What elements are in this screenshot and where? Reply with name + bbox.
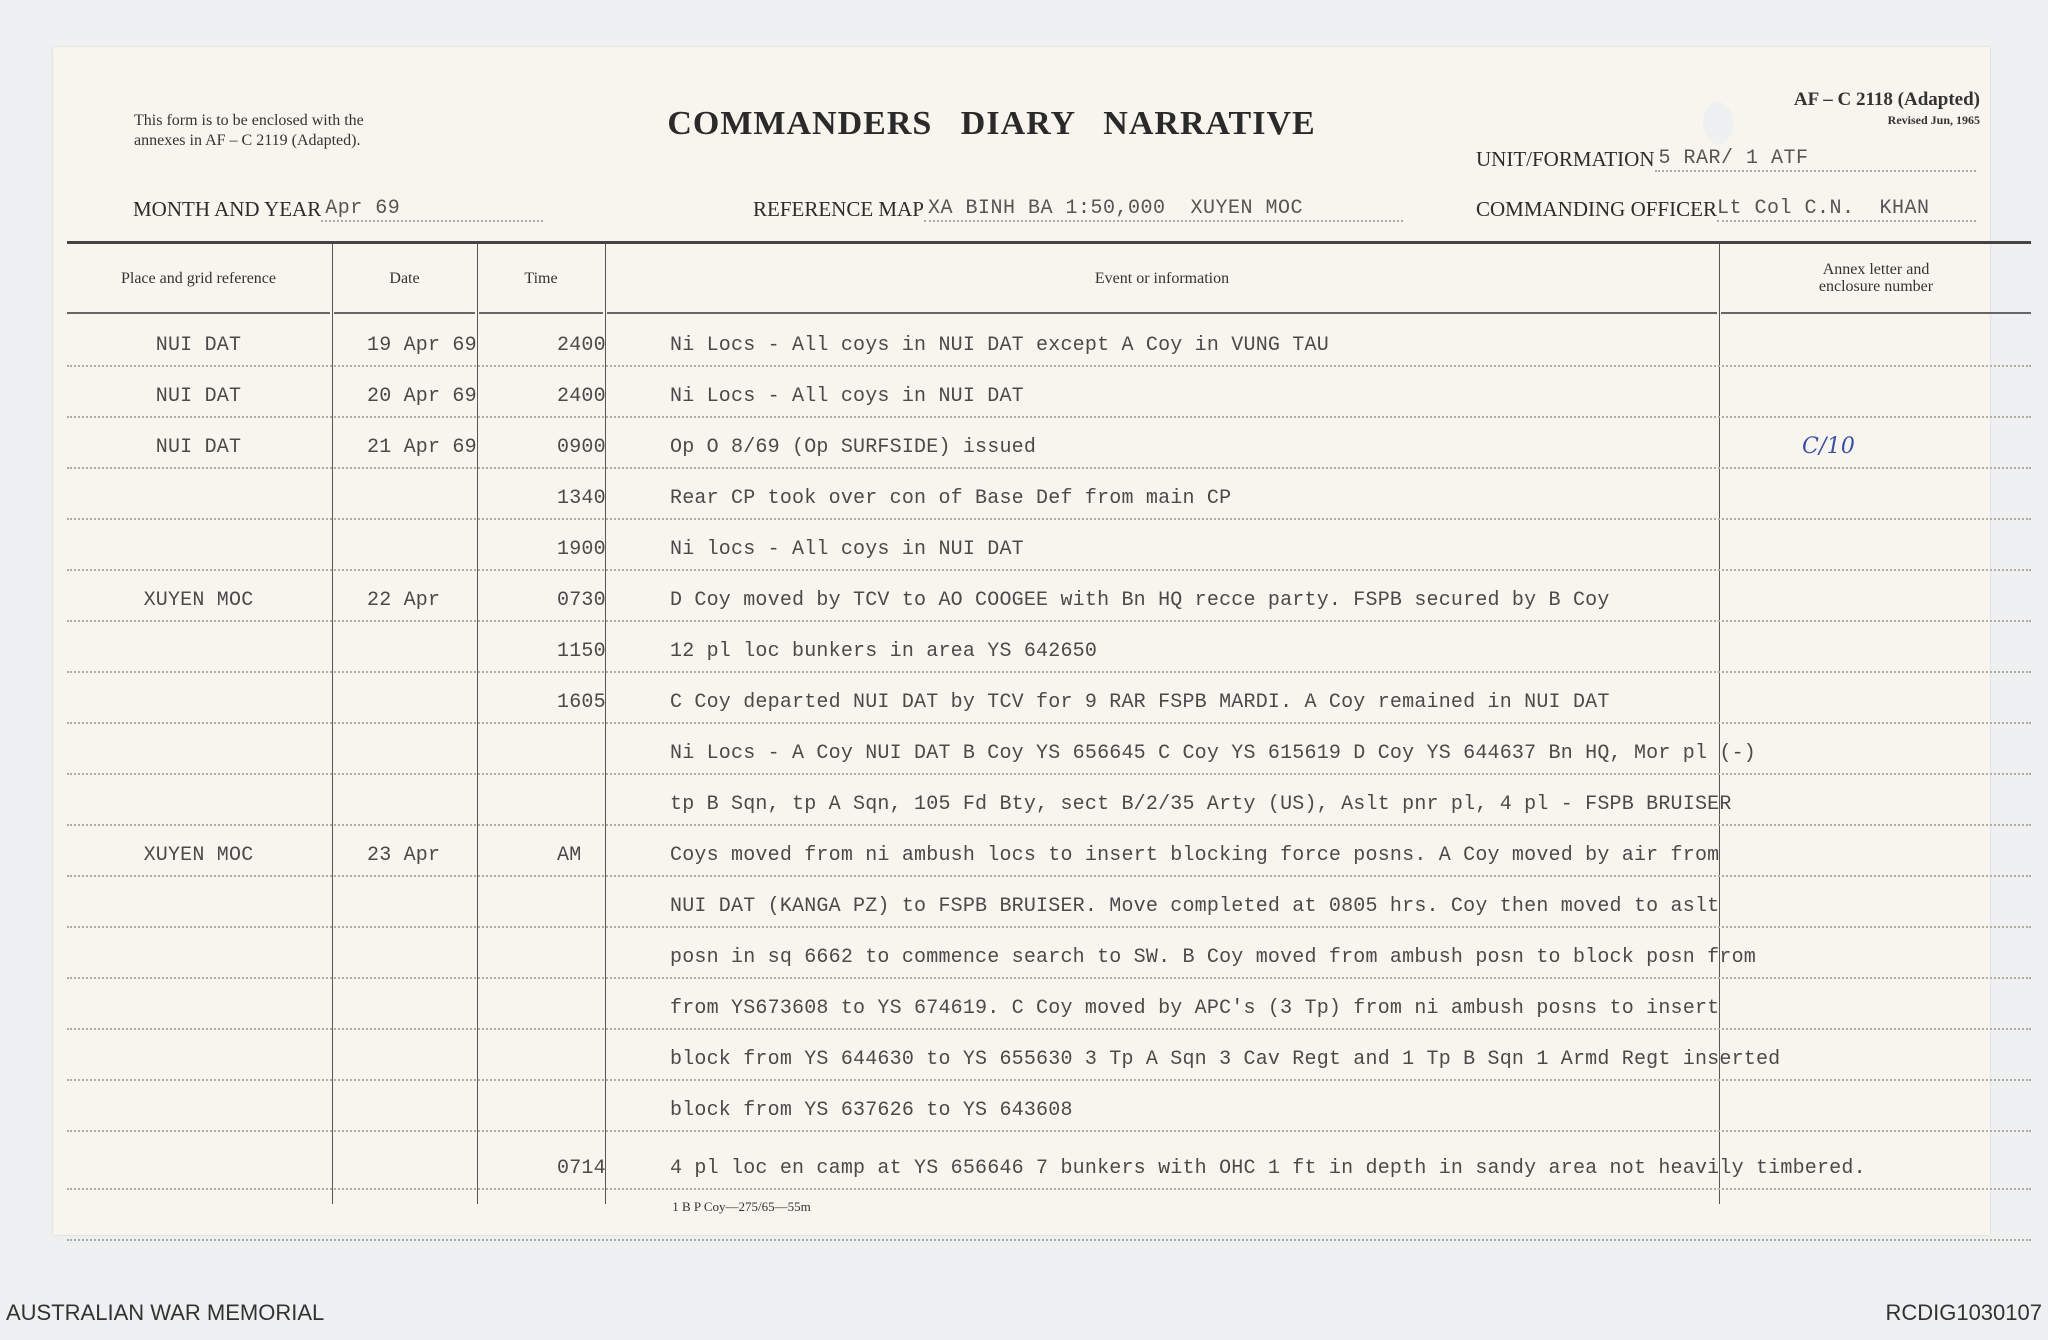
table-row bbox=[67, 469, 2031, 520]
diary-rows bbox=[67, 316, 2031, 1241]
col-header-time: Time bbox=[479, 244, 603, 314]
table-row bbox=[67, 673, 2031, 724]
time-cell: 0730 bbox=[557, 589, 606, 612]
table-row bbox=[67, 724, 2031, 775]
date-cell: 20 Apr 69 bbox=[367, 385, 477, 408]
unit-label: UNIT/FORMATION bbox=[1476, 147, 1655, 171]
date-cell: 23 Apr bbox=[367, 844, 441, 867]
table-row bbox=[67, 775, 2031, 826]
table-row bbox=[67, 571, 2031, 622]
table-row bbox=[67, 520, 2031, 571]
time-cell: 0714 bbox=[557, 1157, 606, 1180]
table-row bbox=[67, 367, 2031, 418]
place-cell: XUYEN MOC bbox=[143, 589, 254, 612]
reference-map-field bbox=[753, 197, 1403, 222]
annex-cell: C/10 bbox=[1802, 434, 1856, 459]
col-header-annex: Annex letter and enclosure number bbox=[1721, 244, 2031, 314]
event-cell: Ni locs - All coys in NUI DAT bbox=[670, 538, 1024, 561]
time-cell: 1605 bbox=[557, 691, 606, 714]
unit-value: 5 RAR/ 1 ATF bbox=[1655, 147, 1977, 172]
diary-form-sheet bbox=[53, 47, 1990, 1235]
place-cell: NUI DAT bbox=[155, 436, 242, 459]
col-header-date: Date bbox=[334, 244, 475, 314]
time-cell: 2400 bbox=[557, 334, 606, 357]
col-header-place: Place and grid reference bbox=[67, 244, 330, 314]
time-cell: 1340 bbox=[557, 487, 606, 510]
event-cell: D Coy moved by TCV to AO COOGEE with Bn HQ recce party. FSPB secured by B Coy bbox=[670, 589, 1610, 612]
month-label: MONTH AND YEAR bbox=[133, 197, 322, 221]
event-cell: block from YS 637626 to YS 643608 bbox=[670, 1099, 1073, 1122]
footer-record-id: RCDIG1030107 bbox=[1885, 1300, 2042, 1325]
printer-mark-text: 1 B P Coy—275/65—55m bbox=[672, 1199, 811, 1214]
col-header-event: Event or information bbox=[607, 244, 1717, 314]
table-row bbox=[67, 928, 2031, 979]
month-value: Apr 69 bbox=[321, 197, 543, 222]
table-row bbox=[67, 979, 2031, 1030]
event-cell: from YS673608 to YS 674619. C Coy moved by APC's (3 Tp) from ni ambush posns to insert bbox=[670, 997, 1720, 1020]
event-cell: tp B Sqn, tp A Sqn, 105 Fd Bty, sect B/2/35 Arty (US), Aslt pnr pl, 4 pl - FSPB BRUISER bbox=[670, 793, 1732, 816]
event-cell: block from YS 644630 to YS 655630 3 Tp A Sqn 3 Cav Regt and 1 Tp B Sqn 1 Armd Regt inserted bbox=[670, 1048, 1781, 1071]
diary-table bbox=[67, 241, 2031, 1204]
time-cell: 2400 bbox=[557, 385, 606, 408]
date-cell: 22 Apr bbox=[367, 589, 441, 612]
printer-mark bbox=[53, 1199, 1990, 1215]
event-cell: Op O 8/69 (Op SURFSIDE) issued bbox=[670, 436, 1037, 459]
date-cell: 21 Apr 69 bbox=[367, 436, 477, 459]
co-label: COMMANDING OFFICER bbox=[1476, 197, 1717, 221]
unit-formation-field bbox=[1476, 147, 1976, 172]
event-cell: C Coy departed NUI DAT by TCV for 9 RAR FSPB MARDI. A Coy remained in NUI DAT bbox=[670, 691, 1610, 714]
event-cell: Rear CP took over con of Base Def from main CP bbox=[670, 487, 1232, 510]
event-cell: Ni Locs - All coys in NUI DAT except A Coy in VUNG TAU bbox=[670, 334, 1329, 357]
event-cell: 4 pl loc en camp at YS 656646 7 bunkers with OHC 1 ft in depth in sandy area not heavily timbered. bbox=[670, 1157, 1866, 1180]
table-row bbox=[67, 826, 2031, 877]
table-row bbox=[67, 1030, 2031, 1081]
time-cell: 1150 bbox=[557, 640, 606, 663]
map-value: XA BINH BA 1:50,000 XUYEN MOC bbox=[924, 197, 1403, 222]
form-number: AF – C 2118 (Adapted) bbox=[1793, 89, 1980, 110]
table-row bbox=[67, 1190, 2031, 1241]
place-cell: XUYEN MOC bbox=[143, 844, 254, 867]
event-cell: posn in sq 6662 to commence search to SW. B Coy moved from ambush posn to block posn from bbox=[670, 946, 1756, 969]
time-cell: 0900 bbox=[557, 436, 606, 459]
co-value: Lt Col C.N. KHAN bbox=[1717, 197, 1976, 222]
event-cell: NUI DAT (KANGA PZ) to FSPB BRUISER. Move completed at 0805 hrs. Coy then moved to aslt bbox=[670, 895, 1720, 918]
place-cell: NUI DAT bbox=[155, 385, 242, 408]
table-row bbox=[67, 877, 2031, 928]
commanding-officer-field bbox=[1476, 197, 1976, 222]
event-cell: Ni Locs - A Coy NUI DAT B Coy YS 656645 C Coy YS 615619 D Coy YS 644637 Bn HQ, Mor pl (-) bbox=[670, 742, 1756, 765]
time-cell: 1900 bbox=[557, 538, 606, 561]
map-label: REFERENCE MAP bbox=[753, 197, 924, 221]
note-line-1: This form is to be enclosed with the bbox=[134, 112, 364, 129]
event-cell: Ni Locs - All coys in NUI DAT bbox=[670, 385, 1024, 408]
revised-date: Revised Jun, 1965 bbox=[1887, 113, 1980, 127]
time-cell: AM bbox=[557, 844, 582, 867]
table-row bbox=[67, 316, 2031, 367]
place-cell: NUI DAT bbox=[155, 334, 242, 357]
date-cell: 19 Apr 69 bbox=[367, 334, 477, 357]
footer-credit: AUSTRALIAN WAR MEMORIAL bbox=[6, 1300, 325, 1325]
table-row bbox=[67, 622, 2031, 673]
month-year-field bbox=[133, 197, 543, 222]
table-row bbox=[67, 1132, 2031, 1190]
table-row bbox=[67, 1081, 2031, 1132]
note-line-2: annexes in AF – C 2119 (Adapted). bbox=[134, 132, 361, 149]
table-row bbox=[67, 418, 2031, 469]
form-title bbox=[53, 105, 1990, 143]
event-cell: Coys moved from ni ambush locs to insert blocking force posns. A Coy moved by air from bbox=[670, 844, 1720, 867]
title-text: COMMANDERS DIARY NARRATIVE bbox=[667, 105, 1316, 142]
event-cell: 12 pl loc bunkers in area YS 642650 bbox=[670, 640, 1098, 663]
